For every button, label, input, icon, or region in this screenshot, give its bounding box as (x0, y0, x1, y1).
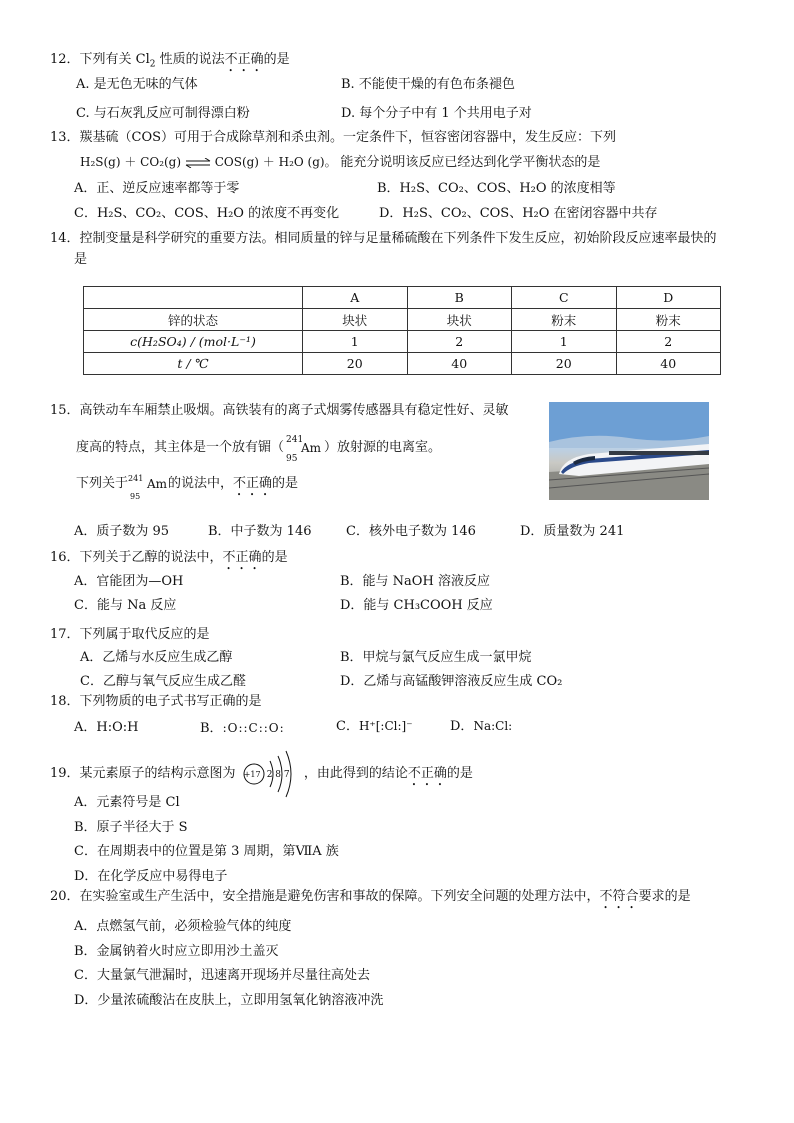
table-cell: 1 (303, 331, 408, 353)
q18-option-b[interactable]: B．:O::C::O: (200, 721, 285, 736)
q18-option-c[interactable]: C．H⁺[:Cl:]⁻ (336, 719, 413, 734)
atomic-structure-diagram: +17 2 8 7 (240, 766, 300, 782)
question-20-stem: 20．在实验室或生产生活中，安全措施是避免伤害和事故的保障。下列安全问题的处理方法中，不符合要求的是 (50, 889, 691, 904)
q19-option-c[interactable]: C．在周期表中的位置是第 3 周期，第ⅦA 族 (74, 844, 339, 859)
q12-option-a[interactable]: A. 是无色无味的气体 (76, 77, 198, 92)
q13-equation: H₂S(g) ＋ CO₂(g) COS(g) ＋ H₂O (g)。 能充分说明该反应已经达到化学平衡状态的是 (80, 155, 601, 170)
table-header-cell: C (512, 287, 617, 309)
q17-option-a[interactable]: A．乙烯与水反应生成乙醇 (80, 650, 233, 665)
q15-option-b[interactable]: B．中子数为 146 (208, 524, 312, 539)
q15-option-c[interactable]: C．核外电子数为 146 (346, 524, 476, 539)
americium-nuclide: 241 95 Am (286, 435, 322, 464)
table-header-cell: B (407, 287, 512, 309)
q12-option-b[interactable]: B. 不能使干燥的有色布条褪色 (341, 77, 515, 92)
q15-option-d[interactable]: D．质量数为 241 (520, 524, 625, 539)
question-13-stem: 13．羰基硫（COS）可用于合成除草剂和杀虫剂。一定条件下，恒容密闭容器中，发生反应：下列 (50, 130, 617, 145)
q13-option-c[interactable]: C．H₂S、CO₂、COS、H₂O 的浓度不再变化 (74, 206, 340, 221)
train-illustration (549, 402, 709, 500)
question-19-stem: 19．某元素原子的结构示意图为 +17 2 8 7 ，由此得到的结论不正确的是 (50, 766, 473, 789)
q12-option-c[interactable]: C. 与石灰乳反应可制得漂白粉 (76, 106, 250, 121)
q16-option-c[interactable]: C．能与 Na 反应 (74, 598, 177, 613)
q17-option-d[interactable]: D．乙烯与高锰酸钾溶液反应生成 CO₂ (340, 674, 563, 689)
table-cell: 粉末 (512, 309, 617, 331)
table-row-label: c(H₂SO₄) / (mol·L⁻¹) (84, 331, 303, 353)
table-row (84, 353, 721, 375)
question-15-stem-line3: 下列关于 241 95 Am 的说法中，不正确的是 (76, 474, 299, 501)
q17-option-b[interactable]: B．甲烷与氯气反应生成一氯甲烷 (340, 650, 532, 665)
question-15-stem-line2: 度高的特点，其主体是一个放有镅（ 241 95 Am ）放射源的电离室。 (76, 435, 442, 464)
table-cell: 块状 (407, 309, 512, 331)
co2-electron-dot-formula: :O::C::O: (222, 721, 285, 735)
q13-option-a[interactable]: A．正、逆反应速率都等于零 (74, 181, 240, 196)
q19-option-d[interactable]: D．在化学反应中易得电子 (74, 869, 228, 884)
q15-option-a[interactable]: A．质子数为 95 (74, 524, 170, 539)
table-cell: 40 (407, 353, 512, 375)
equilibrium-arrow-icon (185, 158, 211, 168)
table-cell: 2 (407, 331, 512, 353)
table-cell: 1 (512, 331, 617, 353)
reaction-conditions-table (83, 286, 721, 375)
table-row (84, 331, 721, 353)
q20-option-d[interactable]: D．少量浓硫酸沾在皮肤上，立即用氢氧化钠溶液冲洗 (74, 993, 384, 1008)
q16-option-b[interactable]: B．能与 NaOH 溶液反应 (340, 574, 490, 589)
q18-option-a[interactable]: A．H:O:H (74, 720, 139, 735)
table-header-cell: A (303, 287, 408, 309)
q16-option-a[interactable]: A．官能团为—OH (74, 574, 184, 589)
question-17-stem: 17．下列属于取代反应的是 (50, 627, 210, 642)
q13-option-b[interactable]: B．H₂S、CO₂、COS、H₂O 的浓度相等 (377, 181, 616, 196)
question-16-stem: 16．下列关于乙醇的说法中，不正确的是 (50, 550, 288, 565)
q19-option-b[interactable]: B．原子半径大于 S (74, 820, 188, 835)
q16-option-d[interactable]: D．能与 CH₃COOH 反应 (340, 598, 493, 613)
question-12-stem: 12．下列有关 $Cl_2$ 性质的说法不正确的是 (50, 52, 290, 70)
table-cell: 20 (303, 353, 408, 375)
table-row-label: t / ℃ (84, 353, 303, 375)
q13-option-d[interactable]: D．H₂S、CO₂、COS、H₂O 在密闭容器中共存 (379, 206, 658, 221)
table-header-cell: D (616, 287, 721, 309)
table-cell: 20 (512, 353, 617, 375)
q12-option-d[interactable]: D. 每个分子中有 1 个共用电子对 (341, 106, 532, 121)
table-corner-cell (84, 287, 303, 309)
q17-option-c[interactable]: C．乙醇与氧气反应生成乙醛 (80, 674, 246, 689)
question-14-stem-cont: 是 (74, 252, 88, 267)
q20-option-b[interactable]: B．金属钠着火时应立即用沙土盖灭 (74, 944, 279, 959)
table-header-row (84, 287, 721, 309)
table-row-label: 锌的状态 (84, 309, 303, 331)
q20-option-c[interactable]: C．大量氯气泄漏时，迅速离开现场并尽量往高处去 (74, 968, 370, 983)
question-14-stem: 14．控制变量是科学研究的重要方法。相同质量的锌与足量稀硫酸在下列条件下发生反应，初始阶段反应速率最快的 (50, 231, 717, 246)
q18-option-d[interactable]: D．Na:Cl: (450, 719, 513, 734)
table-cell: 40 (616, 353, 721, 375)
question-15-stem: 15．高铁动车车厢禁止吸烟。高铁装有的离子式烟雾传感器具有稳定性好、灵敏 (50, 403, 509, 418)
table-cell: 粉末 (616, 309, 721, 331)
nacl-electron-dot-formula: Na:Cl: (473, 719, 513, 733)
question-18-stem: 18．下列物质的电子式书写正确的是 (50, 694, 262, 709)
q19-option-a[interactable]: A．元素符号是 Cl (74, 795, 180, 810)
q20-option-a[interactable]: A．点燃氢气前，必须检验气体的纯度 (74, 919, 292, 934)
table-cell: 2 (616, 331, 721, 353)
hcl-electron-dot-formula: H⁺[:Cl:]⁻ (358, 719, 413, 733)
table-row (84, 309, 721, 331)
table-cell: 块状 (303, 309, 408, 331)
americium-nuclide-2: 241 95 Am (128, 474, 168, 501)
high-speed-train-photo (549, 402, 709, 500)
